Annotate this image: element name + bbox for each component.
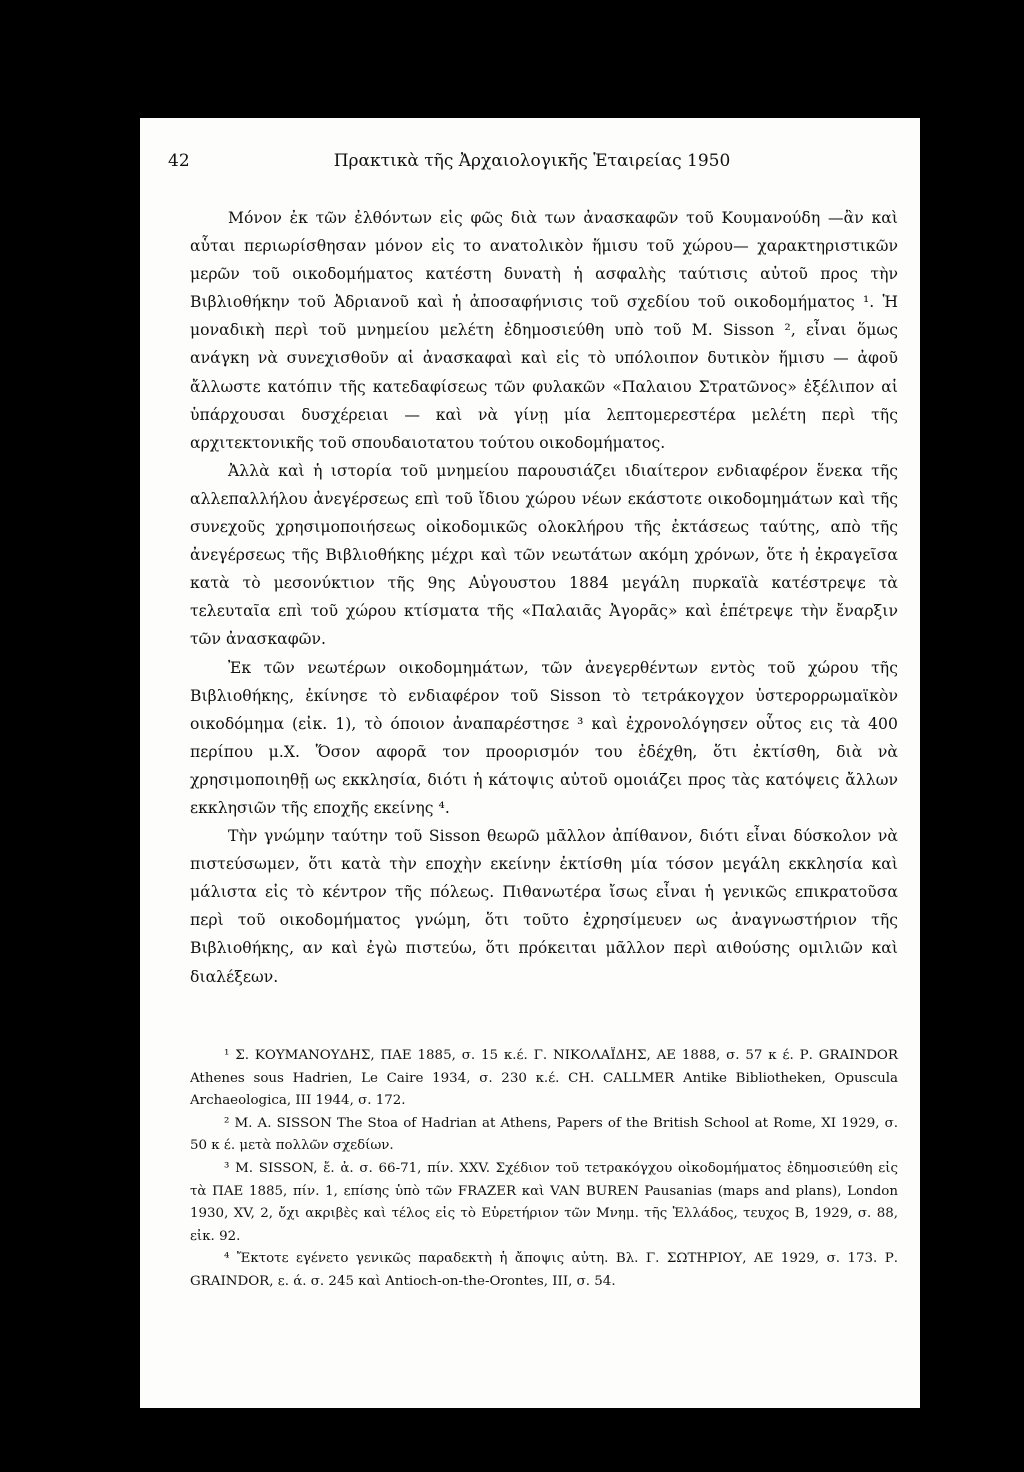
page-header [168,149,896,173]
footnote: ³ Μ. SISSON, ἔ. ἀ. σ. 66-71, πίν. XXV. Σχέδιον τοῦ τετρακόγχου οἰκοδομήματος ἐδημοσιεύθη εἰς τὰ ΠΑΕ 1885, πίν. 1, επίσης ὑπὸ τῶν FRAZER καὶ VAN BUREN Pausanias (maps and plans), London 1930, XV, 2, ὄχι ακριβὲς καὶ τέλος εἰς τὸ Εὑρετήριον τῶν Μνημ. τῆς Ἑλλάδος, τευχος Β, 1929, σ. 88, εἰκ. 92. [190,1160,898,1244]
paragraph: Ἀλλὰ καὶ ἡ ιστορία τοῦ μνημείου παρουσιάζει ιδιαίτερον ενδιαφέρον ἕνεκα τῆς αλλεπαλλήλου ἀνεγέρσεως επὶ τοῦ ἴδιου χώρου νέων εκάστοτε οικοδομημάτων καὶ τῆς συνεχοῦς χρησιμοποιήσεως οἰκοδομικῶς ολοκλήρου τῆς ἐκτάσεως ταύτης, απὸ τῆς ἀνεγέρσεως τῆς Βιβλιοθήκης μέχρι καὶ τῶν νεωτάτων ακόμη χρόνων, ὅτε ἡ ἐκραγεῖσα κατὰ τὸ μεσονύκτιον τῆς 9ης Αὐγουστου 1884 μεγάλη πυρκαϊὰ κατέστρεψε τὰ τελευταῖα επὶ τοῦ χώρου κτίσματα τῆς «Παλαιᾶς Ἀγορᾶς» καὶ ἐπέτρεψε τὴν ἔναρξιν τῶν ἀνασκαφῶν. [190,461,898,649]
paragraph: Μόνον ἐκ τῶν ἐλθόντων εἰς φῶς διὰ των ἀνασκαφῶν τοῦ Κουμανούδη —ἂν καὶ αὗται περιωρίσθησαν μόνον εἰς το ανατολικὸν ἥμισυ τοῦ χώρου— χαρακτηριστικῶν μερῶν τοῦ οικοδομήματος κατέστη δυνατὴ ἡ ασφαλὴς ταύτισις αὐτοῦ προς τὴν Βιβλιοθήκην τοῦ Ἀδριανοῦ καὶ ἡ ἀποσαφήνισις τοῦ σχεδίου τοῦ οικοδομήματος ¹. Ἡ μοναδικὴ περὶ τοῦ μνημείου μελέτη ἐδημοσιεύθη υπὸ τοῦ Μ. Sisson ², εἶναι ὅμως ανάγκη νὰ συνεχισθοῦν αἱ ἀνασκαφαὶ καὶ εἰς τὸ υπόλοιπον δυτικὸν ἥμισυ — ἀφοῦ ἄλλωστε κατόπιν τῆς κατεδαφίσεως τῶν φυλακῶν «Παλαιου Στρατῶνος» ἐξέλιπον αἱ ὑπάρχουσαι δυσχέρειαι — καὶ νὰ γίνῃ μία λεπτομερεστέρα μελέτη περὶ τῆς αρχιτεκτονικῆς τοῦ σπουδαιοτατου τούτου οικοδομήματος. [190,209,898,452]
footnotes [190,1045,898,1294]
body-text [190,204,898,991]
running-title: Πρακτικὰ τῆς Ἀρχαιολογικῆς Ἑταιρείας 1950 [333,151,731,171]
page-number: 42 [168,151,190,171]
footnote: ² Μ. Α. SISSON The Stoa of Hadrian at Athens, Papers of the British School at Rome, XI 1929, σ. 50 κ έ. μετὰ πολλῶν σχεδίων. [190,1115,898,1154]
footnote: ¹ Σ. ΚΟΥΜΑΝΟΥΔΗΣ, ΠΑΕ 1885, σ. 15 κ.έ. Γ. ΝΙΚΟΛΑΪΔΗΣ, ΑΕ 1888, σ. 57 κ έ. Ρ. GRAINDOR Athenes sous Hadrien, Le Caire 1934, σ. 230 κ.έ. CH. CALLMER Antike Bibliotheken, Opuscula Archaeologica, III 1944, σ. 172. [190,1048,898,1109]
paragraph: Τὴν γνώμην ταύτην τοῦ Sisson θεωρῶ μᾶλλον ἀπίθανον, διότι εἶναι δύσκολον νὰ πιστεύσωμεν, ὅτι κατὰ τὴν εποχὴν εκείνην ἐκτίσθη μία τόσον μεγάλη εκκλησία καὶ μάλιστα εἰς τὸ κέντρον τῆς πόλεως. Πιθανωτέρα ἴσως εἶναι ἡ γενικῶς επικρατοῦσα περὶ τοῦ οικοδομήματος γνώμη, ὅτι τοῦτο ἐχρησίμευεν ως ἀναγνωστήριον τῆς Βιβλιοθήκης, αν καὶ ἐγὼ πιστεύω, ὅτι πρόκειται μᾶλλον περὶ αιθούσης ομιλιῶν καὶ διαλέξεων. [190,827,898,986]
footnote: ⁴ Ἔκτοτε εγένετο γενικῶς παραδεκτὴ ἡ ἄποψις αὐτη. Βλ. Γ. ΣΩΤΗΡΙΟΥ, ΑΕ 1929, σ. 173. Ρ. GRAINDOR, ε. ά. σ. 245 καὶ Antioch-on-the-Orontes, III, σ. 54. [190,1251,898,1289]
paragraph: Ἐκ τῶν νεωτέρων οικοδομημάτων, τῶν ἀνεγερθέντων εντὸς τοῦ χώρου τῆς Βιβλιοθήκης, ἐκίνησε τὸ ενδιαφέρον τοῦ Sisson τὸ τετράκογχον ὑστερορρωμαϊκὸν οικοδόμημα (εἰκ. 1), τὸ όποιον ἀναπαρέστησε ³ καὶ ἐχρονολόγησεν οὗτος εις τὰ 400 περίπου μ.Χ. Ὅσον αφορᾶ τον προορισμόν του ἐδέχθη, ὅτι ἐκτίσθη, διὰ νὰ χρησιμοποιηθῇ ως εκκλησία, διότι ἡ κάτοψις αὐτοῦ ομοιάζει προς τὰς κατόψεις ἄλλων εκκλησιῶν τῆς εποχῆς εκείνης ⁴. [190,658,898,817]
